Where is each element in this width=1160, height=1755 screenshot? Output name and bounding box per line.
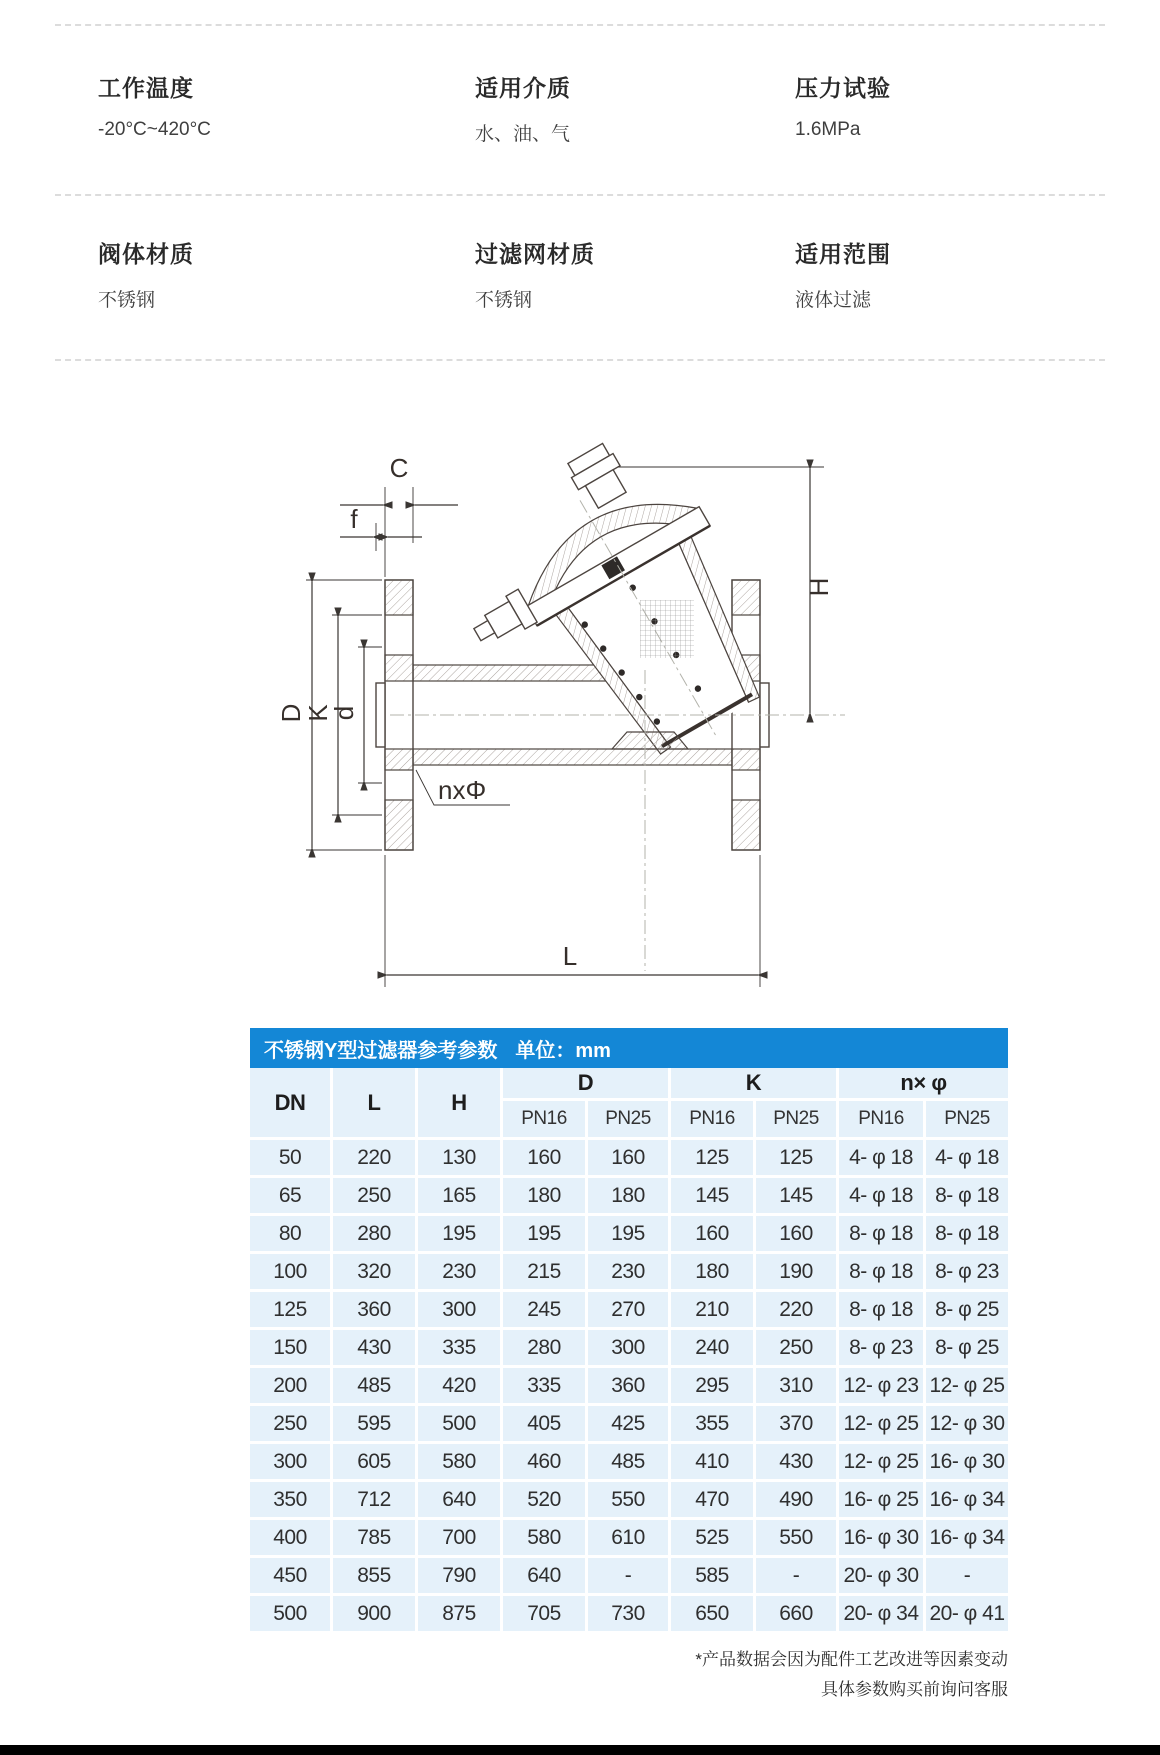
cover-bolt-top xyxy=(564,441,633,512)
spec-label: 适用范围 xyxy=(795,241,891,267)
table-cell: 8- φ 18 xyxy=(839,1216,923,1251)
table-cell: 165 xyxy=(418,1178,500,1213)
spec-label: 适用介质 xyxy=(475,75,571,101)
table-cell: 360 xyxy=(333,1292,415,1327)
table-cell: 712 xyxy=(333,1482,415,1517)
spec-pressure-test xyxy=(795,70,1160,146)
table-cell: 8- φ 18 xyxy=(926,1178,1008,1213)
table-cell: 4- φ 18 xyxy=(926,1140,1008,1175)
column-group-header: D xyxy=(503,1068,668,1098)
column-subheader: PN16 xyxy=(503,1101,585,1137)
spec-value: 1.6MPa xyxy=(795,119,861,140)
table-cell: 220 xyxy=(333,1140,415,1175)
table-cell: 730 xyxy=(588,1596,668,1631)
table-cell: 335 xyxy=(503,1368,585,1403)
table-title-bar xyxy=(250,1028,1008,1068)
table-cell: 20- φ 41 xyxy=(926,1596,1008,1631)
table-cell: 145 xyxy=(756,1178,836,1213)
table-cell: 20- φ 30 xyxy=(839,1558,923,1593)
table-cell: 270 xyxy=(588,1292,668,1327)
svg-text:C: C xyxy=(389,453,409,483)
table-cell: 610 xyxy=(588,1520,668,1555)
table-cell: 190 xyxy=(756,1254,836,1289)
table-cell: 230 xyxy=(418,1254,500,1289)
table-cell: 125 xyxy=(756,1140,836,1175)
table-cell: 210 xyxy=(671,1292,753,1327)
table-cell: 130 xyxy=(418,1140,500,1175)
table-cell: 12- φ 30 xyxy=(926,1406,1008,1441)
table-cell: 785 xyxy=(333,1520,415,1555)
table-cell: 490 xyxy=(756,1482,836,1517)
table-cell: 430 xyxy=(333,1330,415,1365)
table-cell: 550 xyxy=(588,1482,668,1517)
table-cell: 195 xyxy=(503,1216,585,1251)
table-cell: 160 xyxy=(671,1216,753,1251)
table-cell: 280 xyxy=(503,1330,585,1365)
spec-value: 不锈钢 xyxy=(475,290,533,311)
divider xyxy=(55,194,1105,196)
table-cell: 8- φ 18 xyxy=(926,1216,1008,1251)
column-header: L xyxy=(333,1068,415,1137)
table-cell: 8- φ 25 xyxy=(926,1330,1008,1365)
table-cell: 855 xyxy=(333,1558,415,1593)
column-header: H xyxy=(418,1068,500,1137)
table-cell: 335 xyxy=(418,1330,500,1365)
table-grid xyxy=(250,1068,1008,1631)
table-cell: 460 xyxy=(503,1444,585,1479)
spec-body-material xyxy=(98,236,475,312)
table-cell: 300 xyxy=(588,1330,668,1365)
table-cell: 400 xyxy=(250,1520,330,1555)
table-cell: 425 xyxy=(588,1406,668,1441)
spec-value: 不锈钢 xyxy=(98,290,156,311)
dimension-C xyxy=(340,453,458,577)
table-cell: 520 xyxy=(503,1482,585,1517)
table-cell: 230 xyxy=(588,1254,668,1289)
spec-row-1 xyxy=(0,70,1160,146)
seat-weir xyxy=(612,732,688,749)
spec-row-2 xyxy=(0,236,1160,312)
column-subheader: PN16 xyxy=(671,1101,753,1137)
table-cell: 8- φ 25 xyxy=(926,1292,1008,1327)
cover-bolt-side xyxy=(468,589,537,651)
table-cell: 8- φ 23 xyxy=(839,1330,923,1365)
table-cell: 145 xyxy=(671,1178,753,1213)
table-cell: - xyxy=(756,1558,836,1593)
dimension-f xyxy=(340,504,422,551)
table-cell: 900 xyxy=(333,1596,415,1631)
footnote-line: 具体参数购买前询问客服 xyxy=(821,1680,1008,1699)
bottom-black-bar xyxy=(0,1745,1160,1755)
svg-text:f: f xyxy=(350,504,358,534)
table-cell: 500 xyxy=(250,1596,330,1631)
spec-value: -20°C~420°C xyxy=(98,119,211,140)
table-cell: 650 xyxy=(671,1596,753,1631)
dimension-L xyxy=(385,855,760,987)
table-cell: 640 xyxy=(503,1558,585,1593)
table-cell: 150 xyxy=(250,1330,330,1365)
table-cell: 350 xyxy=(250,1482,330,1517)
table-cell: 245 xyxy=(503,1292,585,1327)
table-cell: 125 xyxy=(671,1140,753,1175)
spec-application-range xyxy=(795,236,1160,312)
table-cell: 360 xyxy=(588,1368,668,1403)
svg-text:L: L xyxy=(562,941,578,971)
table-cell: 250 xyxy=(333,1178,415,1213)
spec-value: 水、油、气 xyxy=(475,124,571,145)
table-cell: 50 xyxy=(250,1140,330,1175)
column-group-header: n× φ xyxy=(839,1068,1008,1098)
table-cell: 100 xyxy=(250,1254,330,1289)
table-cell: 200 xyxy=(250,1368,330,1403)
table-unit-label: 单位：mm xyxy=(515,1039,611,1062)
table-cell: 12- φ 25 xyxy=(839,1406,923,1441)
table-cell: 470 xyxy=(671,1482,753,1517)
table-cell: 450 xyxy=(250,1558,330,1593)
table-cell: 410 xyxy=(671,1444,753,1479)
table-cell: 195 xyxy=(418,1216,500,1251)
svg-text:H: H xyxy=(804,577,834,597)
column-subheader: PN25 xyxy=(588,1101,668,1137)
spec-label: 压力试验 xyxy=(795,75,891,101)
table-cell: 790 xyxy=(418,1558,500,1593)
table-cell: 585 xyxy=(671,1558,753,1593)
table-cell: 16- φ 34 xyxy=(926,1520,1008,1555)
table-cell: 12- φ 25 xyxy=(926,1368,1008,1403)
svg-text:D: D xyxy=(276,703,306,723)
table-cell: 370 xyxy=(756,1406,836,1441)
filter-mesh xyxy=(640,600,694,658)
table-cell: 250 xyxy=(250,1406,330,1441)
table-cell: - xyxy=(588,1558,668,1593)
table-cell: 125 xyxy=(250,1292,330,1327)
table-cell: 160 xyxy=(588,1140,668,1175)
table-cell: 605 xyxy=(333,1444,415,1479)
column-header: DN xyxy=(250,1068,330,1137)
spec-applicable-medium xyxy=(475,70,795,146)
table-cell: 16- φ 30 xyxy=(926,1444,1008,1479)
table-cell: 660 xyxy=(756,1596,836,1631)
table-cell: 485 xyxy=(333,1368,415,1403)
table-cell: - xyxy=(926,1558,1008,1593)
table-cell: 405 xyxy=(503,1406,585,1441)
table-cell: 550 xyxy=(756,1520,836,1555)
table-cell: 280 xyxy=(333,1216,415,1251)
spec-working-temperature xyxy=(98,70,475,146)
table-cell: 310 xyxy=(756,1368,836,1403)
table-cell: 12- φ 23 xyxy=(839,1368,923,1403)
table-cell: 195 xyxy=(588,1216,668,1251)
table-cell: 320 xyxy=(333,1254,415,1289)
table-cell: 4- φ 18 xyxy=(839,1140,923,1175)
column-subheader: PN25 xyxy=(756,1101,836,1137)
table-cell: 220 xyxy=(756,1292,836,1327)
spec-label: 工作温度 xyxy=(98,75,194,101)
column-subheader: PN25 xyxy=(926,1101,1008,1137)
table-title: 不锈钢Y型过滤器参考参数 xyxy=(264,1039,498,1062)
spec-label: 过滤网材质 xyxy=(475,241,595,267)
table-cell: 640 xyxy=(418,1482,500,1517)
table-cell: 180 xyxy=(671,1254,753,1289)
table-cell: 485 xyxy=(588,1444,668,1479)
table-cell: 300 xyxy=(250,1444,330,1479)
table-cell: 180 xyxy=(503,1178,585,1213)
table-cell: 8- φ 23 xyxy=(926,1254,1008,1289)
table-cell: 20- φ 34 xyxy=(839,1596,923,1631)
table-cell: 12- φ 25 xyxy=(839,1444,923,1479)
table-cell: 80 xyxy=(250,1216,330,1251)
table-cell: 160 xyxy=(503,1140,585,1175)
table-cell: 500 xyxy=(418,1406,500,1441)
table-cell: 4- φ 18 xyxy=(839,1178,923,1213)
parameter-table xyxy=(250,1028,1008,1631)
column-subheader: PN16 xyxy=(839,1101,923,1137)
table-cell: 595 xyxy=(333,1406,415,1441)
svg-text:d: d xyxy=(329,705,359,721)
table-cell: 430 xyxy=(756,1444,836,1479)
table-cell: 875 xyxy=(418,1596,500,1631)
y-strainer-technical-drawing xyxy=(270,415,870,1035)
table-cell: 580 xyxy=(503,1520,585,1555)
table-cell: 160 xyxy=(756,1216,836,1251)
table-cell: 295 xyxy=(671,1368,753,1403)
footnotes xyxy=(250,1645,1008,1705)
table-cell: 65 xyxy=(250,1178,330,1213)
table-cell: 250 xyxy=(756,1330,836,1365)
spec-screen-material xyxy=(475,236,795,312)
divider xyxy=(55,359,1105,361)
table-cell: 215 xyxy=(503,1254,585,1289)
spec-label: 阀体材质 xyxy=(98,241,194,267)
column-group-header: K xyxy=(671,1068,836,1098)
table-cell: 700 xyxy=(418,1520,500,1555)
table-cell: 8- φ 18 xyxy=(839,1292,923,1327)
table-cell: 420 xyxy=(418,1368,500,1403)
footnote-line: *产品数据会因为配件工艺改进等因素变动 xyxy=(695,1650,1008,1669)
table-cell: 16- φ 30 xyxy=(839,1520,923,1555)
svg-text:K: K xyxy=(303,704,333,722)
table-cell: 580 xyxy=(418,1444,500,1479)
table-cell: 705 xyxy=(503,1596,585,1631)
table-cell: 525 xyxy=(671,1520,753,1555)
table-cell: 16- φ 25 xyxy=(839,1482,923,1517)
table-cell: 8- φ 18 xyxy=(839,1254,923,1289)
dimension-d xyxy=(329,647,382,783)
table-cell: 16- φ 34 xyxy=(926,1482,1008,1517)
spec-value: 液体过滤 xyxy=(795,290,872,311)
table-cell: 180 xyxy=(588,1178,668,1213)
table-cell: 355 xyxy=(671,1406,753,1441)
table-cell: 240 xyxy=(671,1330,753,1365)
svg-text:nxΦ: nxΦ xyxy=(438,775,487,805)
dimension-bolt-holes xyxy=(416,770,510,805)
divider xyxy=(55,24,1105,26)
table-cell: 300 xyxy=(418,1292,500,1327)
